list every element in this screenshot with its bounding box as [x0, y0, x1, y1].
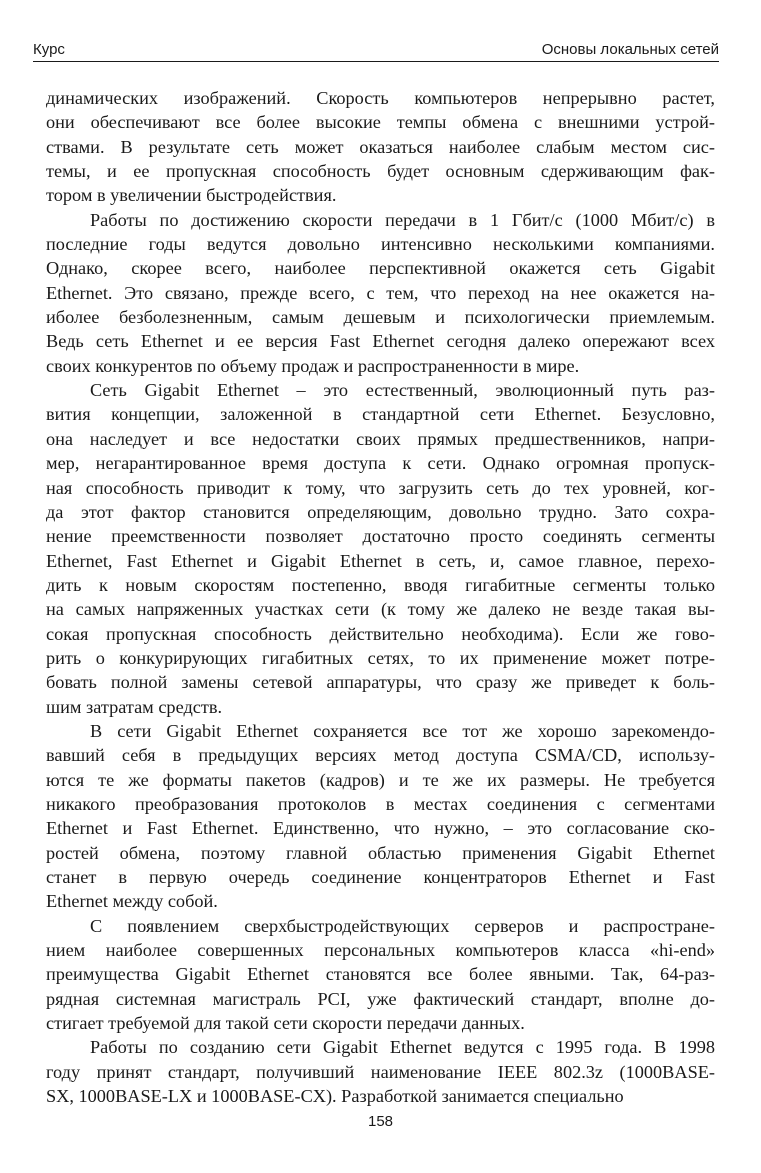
- text-line: С появлением сверхбыстродействующих серверов и распростране-: [90, 915, 715, 936]
- page-number: 158: [367, 1113, 394, 1130]
- text-line: рить о конкурирующих гигабитных сетях, то их применение может потре-: [46, 647, 715, 668]
- text-line: Однако, скорее всего, наиболее перспективной окажется сеть Gigabit: [46, 258, 715, 279]
- text-line: стигает требуемой для такой сети скорости передачи данных.: [46, 1013, 525, 1034]
- paragraph: [46, 914, 715, 1036]
- text-line: нием наиболее совершенных персональных компьютеров класса «hi-end»: [46, 940, 715, 961]
- text-line: сокая пропускная способность действительно необходима). Если же гово-: [46, 623, 715, 644]
- text-line: они обеспечивают все более высокие темпы обмена с внешними устрой-: [46, 112, 715, 133]
- text-line: Работы по созданию сети Gigabit Ethernet ведутся с 1995 года. В 1998: [90, 1037, 715, 1058]
- running-head-course: Курс: [33, 41, 65, 58]
- text-line: ствами. В результате сеть может оказаться наиболее слабым местом сис-: [46, 136, 715, 157]
- text-line: дить к новым скоростям постепенно, вводя гигабитные сегменты только: [46, 574, 715, 595]
- text-line: Ethernet между собой.: [46, 891, 218, 912]
- text-line: нение преемственности позволяет достаточно просто соединять сегменты: [46, 526, 715, 547]
- text-line: Сеть Gigabit Ethernet – это естественный, эволюционный путь раз-: [90, 380, 715, 401]
- text-line: динамических изображений. Скорость компьютеров непрерывно растет,: [46, 88, 715, 108]
- text-line: Ведь сеть Ethernet и ее версия Fast Ethernet сегодня далеко опережают всех: [46, 331, 715, 352]
- text-line: своих конкурентов по объему продаж и распространенности в мире.: [46, 355, 580, 376]
- paragraph: [46, 719, 715, 914]
- text-line: году принят стандарт, получивший наименование IEEE 802.3z (1000BASE-: [46, 1061, 715, 1082]
- text-line: вавший себя в предыдущих версиях метод доступа CSMA/CD, использу-: [46, 745, 715, 766]
- text-line: вития концепции, заложенной в стандартной сети Ethernet. Безусловно,: [46, 404, 715, 425]
- text-line: ная способность приводит к тому, что загрузить сеть до тех уровней, ког-: [46, 477, 715, 498]
- text-line: Ethernet, Fast Ethernet и Gigabit Ethernet в сеть, и, самое главное, перехо-: [46, 550, 715, 571]
- text-line: шим затратам средств.: [46, 696, 223, 717]
- body-text: [46, 86, 715, 1108]
- text-line: темы, и ее пропускная способность будет основным сдерживающим фак-: [46, 161, 715, 182]
- text-line: бовать полной замены сетевой аппаратуры, что сразу же приведет к боль-: [46, 672, 715, 693]
- running-head-section-title: Основы локальных сетей: [541, 41, 719, 58]
- text-line: никакого преобразования протоколов в местах соединения с сегментами: [46, 793, 715, 814]
- text-line: ростей обмена, поэтому главной областью применения Gigabit Ethernet: [46, 842, 715, 863]
- text-line: последние годы ведутся довольно интенсивно несколькими компаниями.: [46, 234, 715, 255]
- text-line: она наследует и все недостатки своих прямых предшественников, напри-: [46, 428, 715, 449]
- text-line: рядная системная магистраль PCI, уже фактический стандарт, вполне до-: [46, 988, 715, 1009]
- text-line: Работы по достижению скорости передачи в 1 Гбит/с (1000 Мбит/с) в: [90, 209, 715, 230]
- paragraph: [46, 86, 715, 208]
- text-line: преимущества Gigabit Ethernet становятся все более явными. Так, 64-раз-: [46, 964, 715, 985]
- running-head: [33, 38, 719, 62]
- header-rule: [33, 61, 719, 62]
- paragraph: [46, 1035, 715, 1108]
- text-line: тором в увеличении быстродействия.: [46, 185, 337, 206]
- text-line: ются те же форматы пакетов (кадров) и те же их размеры. Не требуется: [46, 769, 715, 790]
- text-line: на самых напряженных участках сети (к тому же далеко не везде такая вы-: [46, 599, 715, 620]
- text-line: SX, 1000BASE-LX и 1000BASE-CX). Разработкой занимается специально: [46, 1086, 624, 1107]
- text-line: Ethernet и Fast Ethernet. Единственно, что нужно, – это согласование ско-: [46, 818, 715, 839]
- text-line: мер, негарантированное время доступа к сети. Однако огромная пропуск-: [46, 453, 715, 474]
- paragraph: [46, 378, 715, 719]
- paragraph: [46, 208, 715, 378]
- text-line: В сети Gigabit Ethernet сохраняется все тот же хорошо зарекомендо-: [90, 720, 715, 741]
- text-line: иболее безболезненным, самым дешевым и психологически приемлемым.: [46, 307, 715, 328]
- text-line: станет в первую очередь соединение концентраторов Ethernet и Fast: [46, 867, 715, 887]
- text-line: да этот фактор становится определяющим, довольно трудно. Зато сохра-: [46, 501, 715, 522]
- text-line: Ethernet. Это связано, прежде всего, с тем, что переход на нее окажется на-: [46, 282, 715, 303]
